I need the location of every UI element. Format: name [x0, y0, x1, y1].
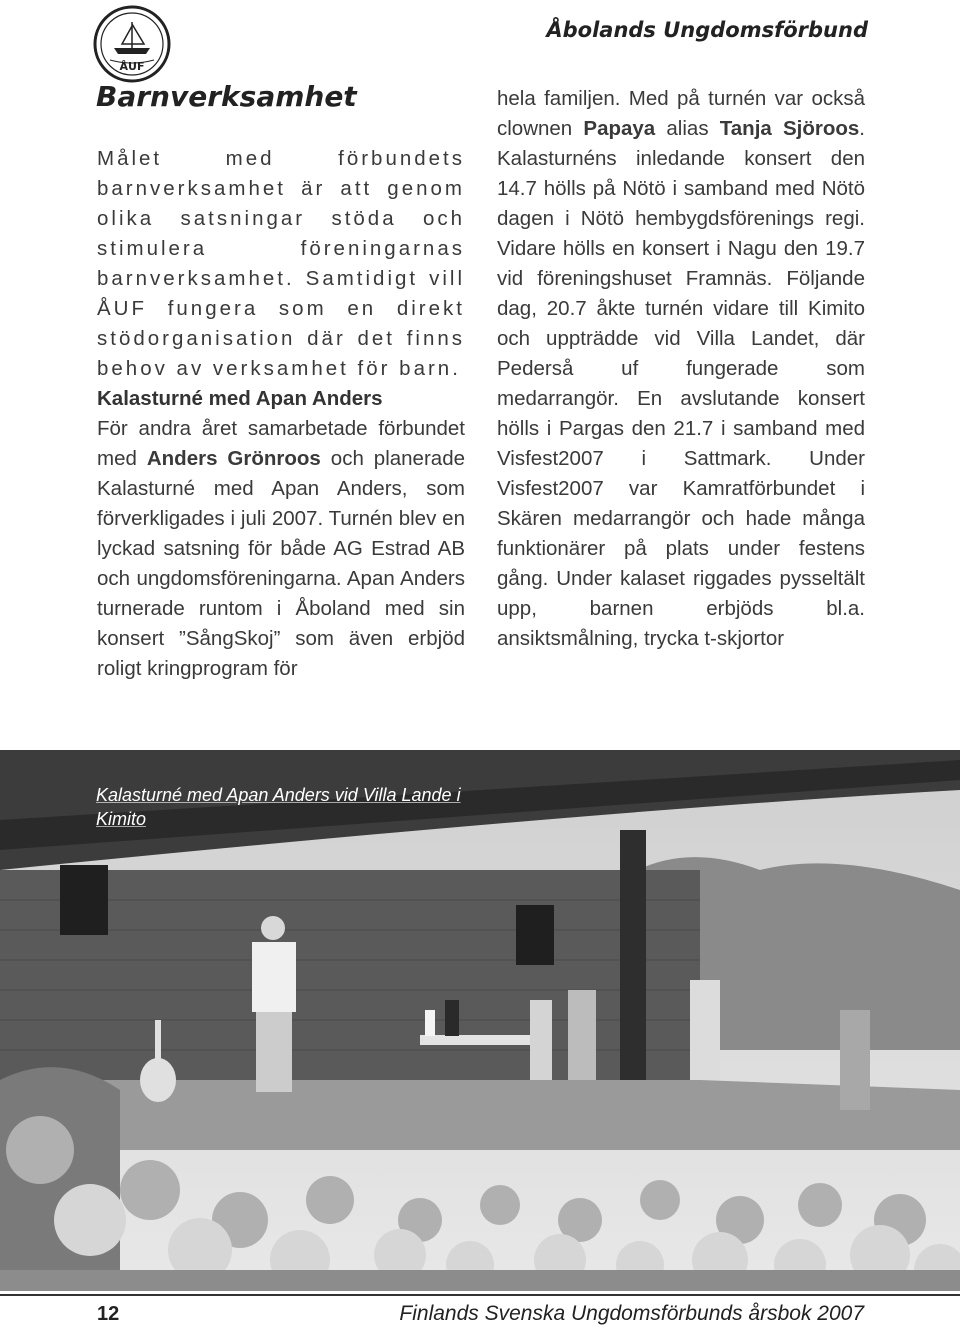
header-title: Åbolands Ungdomsförbund: [546, 18, 868, 42]
article-text: För andra året samarbetade förbundet med: [97, 417, 465, 470]
article-left-column: [97, 384, 465, 684]
intro-column: [97, 144, 465, 384]
auf-logo: [92, 4, 172, 84]
article-text: hela familjen. Med på turnén var också clownen: [497, 87, 865, 140]
footer-divider: [0, 1294, 960, 1296]
footer-title: Finlands Svenska Ungdomsförbunds årsbok 2007: [399, 1302, 864, 1325]
article-right-column: [497, 84, 865, 654]
article-text: alias: [655, 117, 720, 140]
article-text: och planerade Kalasturné med Apan Anders, som förverkligades i juli 2007. Turnén blev en lyckad satsning för både AG Estrad AB och ungdomsföreningarna. Apan Anders turnerade runtom i Åboland med sin konsert ”SångSkoj” som även erbjöd roligt kringprogram för: [97, 447, 465, 680]
article-text: . Kalasturnéns inledande konsert den 14.7 hölls på Nötö i samband med Nötö dagen i Nötö hembygdsförenings regi. Vidare hölls en konsert i Nagu den 19.7 vid föreningshuset Framnäs. Följande dag, 20.7 åkte turnén vidare till Kimito och uppträdde vid Villa Landet, där Pederså uf fungerade som medarrangör. En avslutande konsert hölls i Pargas den 21.7 i samband med Visfest2007 i Sattmark. Under Visfest2007 var Kamratförbundet i Skären medarrangör och hade många funktionärer på plats under festens gång. Under kalaset riggades pysseltält upp, barnen erbjöds bl.a. ansiktsmålning, trycka t-skjortor: [497, 117, 865, 650]
photo-caption: Kalasturné med Apan Anders vid Villa Lande i Kimito: [96, 785, 461, 829]
person-name: Tanja Sjöroos: [719, 117, 860, 140]
page-number: 12: [97, 1303, 120, 1325]
intro-paragraph: Målet med förbundets barnverksamhet är att genom olika satsningar stöda och stimulera föreningarnas barnverksamhet. Samtidigt vill ÅUF fungera som en direkt stödorganisation där det finns behov av verksamhet för barn.: [97, 147, 465, 380]
article-subheading: Kalasturné med Apan Anders: [97, 387, 383, 410]
article-paragraph-1: [97, 414, 465, 684]
clown-name: Papaya: [583, 117, 656, 140]
concert-photo: [0, 750, 960, 1291]
article-paragraph-2: [497, 84, 865, 654]
section-heading: Barnverksamhet: [96, 80, 357, 113]
logo-text: ÅUF: [119, 60, 145, 73]
person-name: Anders Grönroos: [146, 447, 321, 470]
